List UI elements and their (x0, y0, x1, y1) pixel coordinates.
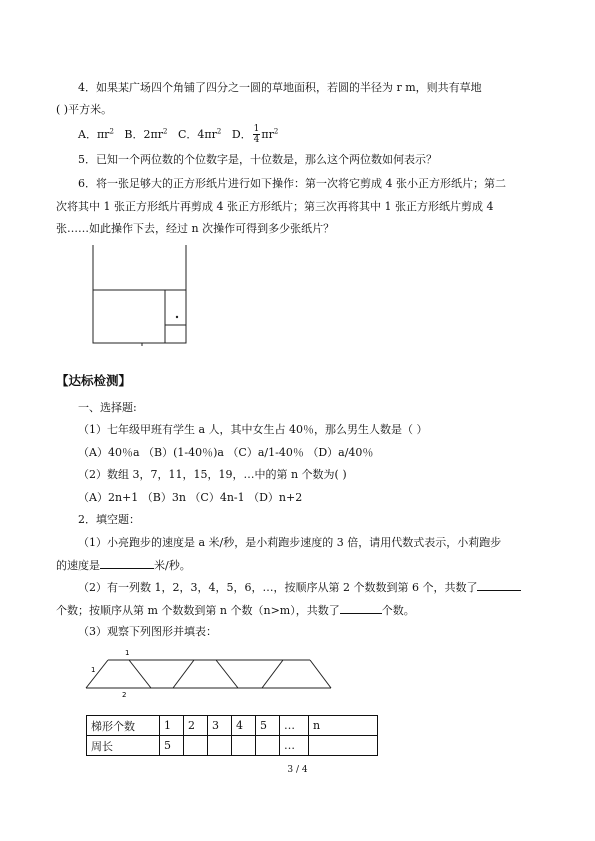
blank-count-2[interactable] (340, 603, 382, 614)
q4-line1: 4．如果某广场四个角铺了四分之一圆的草地面积，若圆的半径为 r m，则共有草地 (78, 81, 482, 94)
trapezoid-label-top: 1 (125, 649, 130, 657)
page-number: 3 / 4 (287, 765, 308, 775)
q4-option-d: D． $\frac{1}{4}$ $\pi r^2$ (231, 124, 279, 146)
table-row (87, 736, 378, 756)
part1-q2-options: （A）2n+1 （B）3n （C）4n-1 （D）n+2 (78, 491, 303, 504)
trapezoid-label-left: 1 (91, 666, 96, 674)
part2-q2-line1: （2）有一列数 1，2，3，4，5，6，…，按顺序从第 2 个数数到第 6 个，共数了 (78, 580, 521, 595)
table-cell: 5 (160, 736, 184, 756)
table-cell: 1 (160, 716, 184, 736)
q4-line2: ( )平方米。 (56, 103, 113, 116)
part2-q1-line2: 的速度是 米/秒。 (56, 559, 191, 572)
table-cell[interactable] (232, 736, 256, 756)
fraction-one-quarter: $\frac{1}{4}$ (253, 124, 260, 146)
part2-q1-line1: （1）小亮跑步的速度是 a 米/秒，是小莉跑步速度的 3 倍，请用代数式表示，小莉跑步 (78, 536, 502, 549)
part1-q2: （2）数组 3，7，11，15，19，…中的第 n 个数为( ) (78, 468, 347, 481)
table-cell: … (280, 736, 309, 756)
trapezoid-label-bottom: 2 (122, 691, 127, 699)
part1-heading: 一、选择题: (78, 401, 137, 414)
table-cell[interactable] (256, 736, 280, 756)
table-cell: 周长 (87, 736, 160, 756)
part2-heading: 2．填空题： (78, 513, 140, 526)
square-cut-diagram (93, 245, 186, 346)
q6-line1: 6．将一张足够大的正方形纸片进行如下操作：第一次将它剪成 4 张小正方形纸片；第二 (78, 177, 506, 190)
q5-text: 5．已知一个两位数的个位数字是，十位数是，那么这个两位数如何表示？ (78, 153, 437, 166)
trapezoid-table (86, 715, 378, 756)
table-cell: 5 (256, 716, 280, 736)
part2-q3: （3）观察下列图形并填表： (78, 625, 217, 638)
q6-line3: 张……如此操作下去，经过 n 次操作可得到多少张纸片？ (56, 222, 335, 235)
table-cell: n (309, 716, 378, 736)
part1-q1-options: （A）40％a （B）(1-40％)a （C）a/1-40％ （D）a/40％ (78, 446, 374, 459)
table-cell[interactable] (184, 736, 208, 756)
table-cell[interactable] (309, 736, 378, 756)
part1-q1: （1）七年级甲班有学生 a 人，其中女生占 40％，那么男生人数是（ ） (78, 423, 428, 436)
trapezoid-strip (86, 660, 331, 688)
q4-option-c: C．$4\pi r^2$ (177, 127, 222, 141)
table-cell: 梯形个数 (87, 716, 160, 736)
table-cell: 3 (208, 716, 232, 736)
table-cell: 4 (232, 716, 256, 736)
blank-count-1[interactable] (477, 580, 521, 591)
section-title: 【达标检测】 (56, 373, 132, 388)
table-cell: 2 (184, 716, 208, 736)
table-row (87, 716, 378, 736)
q4-option-a: A．$\pi r^2$ (78, 127, 114, 141)
q4-option-b: B．$2\pi r^2$ (124, 127, 168, 141)
table-cell[interactable] (208, 736, 232, 756)
q6-line2: 次将其中 1 张正方形纸片再剪成 4 张正方形纸片；第三次再将其中 1 张正方形纸片剪成 4 (56, 200, 494, 213)
part2-q2-line2: 个数；按顺序从第 m 个数数到第 n 个数（n>m），共数了 个数。 (56, 604, 415, 617)
blank-speed[interactable] (100, 558, 154, 569)
table-cell: … (280, 716, 309, 736)
